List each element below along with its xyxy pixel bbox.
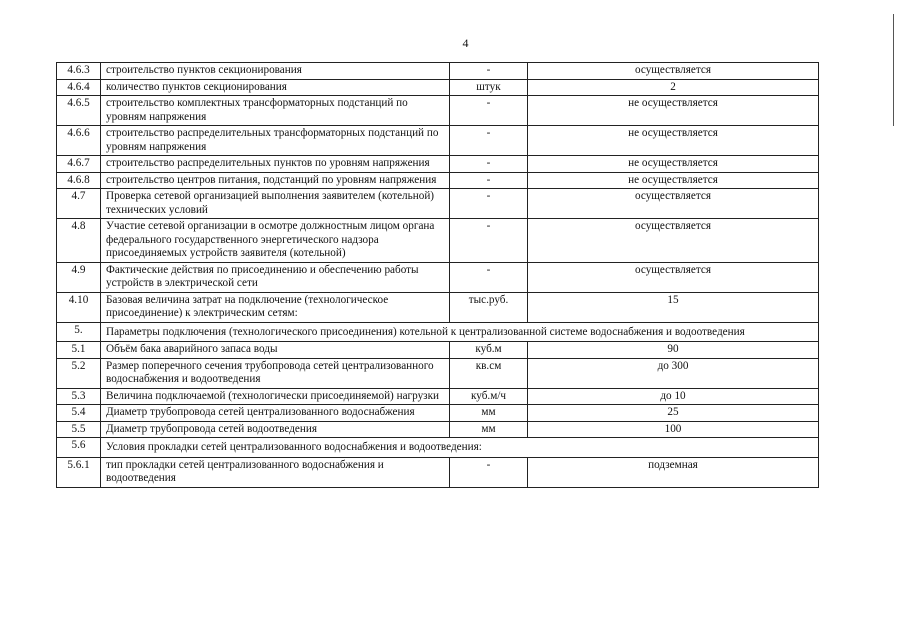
- row-description: Проверка сетевой организацией выполнения заявителем (котельной) технических условий: [101, 189, 450, 219]
- table-row: [57, 322, 819, 342]
- row-description: Диаметр трубопровода сетей централизованного водоснабжения: [101, 405, 450, 422]
- row-unit: тыс.руб.: [450, 292, 528, 322]
- row-value: 25: [528, 405, 819, 422]
- row-number: 4.6.6: [57, 126, 101, 156]
- row-value: до 300: [528, 358, 819, 388]
- row-value: не осуществляется: [528, 96, 819, 126]
- row-number: 5.3: [57, 388, 101, 405]
- table-row: [57, 292, 819, 322]
- row-description: Размер поперечного сечения трубопровода сетей централизованного водоснабжения и водоотведения: [101, 358, 450, 388]
- row-number: 4.6.7: [57, 156, 101, 173]
- row-description: строительство распределительных трансформаторных подстанций по уровням напряжения: [101, 126, 450, 156]
- table-row: [57, 405, 819, 422]
- row-description: строительство пунктов секционирования: [101, 63, 450, 80]
- row-description: Условия прокладки сетей централизованного водоснабжения и водоотведения:: [101, 438, 819, 458]
- row-number: 4.7: [57, 189, 101, 219]
- row-unit: -: [450, 219, 528, 263]
- row-unit: -: [450, 172, 528, 189]
- row-description: Участие сетевой организации в осмотре должностным лицом органа федерального государственного энергетического надзора присоединяемых устройств заявителя (котельной): [101, 219, 450, 263]
- row-unit: мм: [450, 405, 528, 422]
- row-number: 5.4: [57, 405, 101, 422]
- row-unit: куб.м/ч: [450, 388, 528, 405]
- row-value: 100: [528, 421, 819, 438]
- parameters-table: [56, 62, 819, 488]
- row-description: строительство комплектных трансформаторных подстанций по уровням напряжения: [101, 96, 450, 126]
- table-row: [57, 262, 819, 292]
- row-description: Величина подключаемой (технологически присоединяемой) нагрузки: [101, 388, 450, 405]
- row-unit: куб.м: [450, 342, 528, 359]
- row-number: 5.6: [57, 438, 101, 458]
- table-row: [57, 189, 819, 219]
- row-number: 4.10: [57, 292, 101, 322]
- row-number: 4.6.8: [57, 172, 101, 189]
- table-row: [57, 126, 819, 156]
- row-unit: -: [450, 63, 528, 80]
- row-number: 5.1: [57, 342, 101, 359]
- row-number: 5.: [57, 322, 101, 342]
- row-number: 4.6.5: [57, 96, 101, 126]
- row-unit: кв.см: [450, 358, 528, 388]
- row-value: 90: [528, 342, 819, 359]
- row-description: Параметры подключения (технологического присоединения) котельной к централизованной системе водоснабжения и водоотведения: [101, 322, 819, 342]
- table-row: [57, 342, 819, 359]
- row-description: Фактические действия по присоединению и обеспечению работы устройств в электрической сети: [101, 262, 450, 292]
- row-description: строительство центров питания, подстанций по уровням напряжения: [101, 172, 450, 189]
- table-row: [57, 63, 819, 80]
- page-number: 4: [462, 36, 469, 50]
- table-row: [57, 438, 819, 458]
- row-number: 4.6.3: [57, 63, 101, 80]
- table-row: [57, 457, 819, 487]
- row-number: 4.6.4: [57, 79, 101, 96]
- row-unit: -: [450, 457, 528, 487]
- row-value: подземная: [528, 457, 819, 487]
- row-description: Объём бака аварийного запаса воды: [101, 342, 450, 359]
- row-value: осуществляется: [528, 189, 819, 219]
- row-value: не осуществляется: [528, 126, 819, 156]
- row-value: осуществляется: [528, 262, 819, 292]
- table-row: [57, 96, 819, 126]
- row-unit: -: [450, 262, 528, 292]
- row-unit: -: [450, 126, 528, 156]
- row-value: не осуществляется: [528, 172, 819, 189]
- row-unit: -: [450, 189, 528, 219]
- row-value: 2: [528, 79, 819, 96]
- row-description: количество пунктов секционирования: [101, 79, 450, 96]
- row-value: 15: [528, 292, 819, 322]
- table-row: [57, 79, 819, 96]
- row-value: не осуществляется: [528, 156, 819, 173]
- table-row: [57, 388, 819, 405]
- margin-line: [893, 14, 894, 126]
- table-row: [57, 219, 819, 263]
- table-row: [57, 156, 819, 173]
- row-value: осуществляется: [528, 219, 819, 263]
- row-unit: -: [450, 156, 528, 173]
- row-value: осуществляется: [528, 63, 819, 80]
- row-number: 4.9: [57, 262, 101, 292]
- row-description: Диаметр трубопровода сетей водоотведения: [101, 421, 450, 438]
- row-unit: мм: [450, 421, 528, 438]
- row-number: 5.2: [57, 358, 101, 388]
- row-description: тип прокладки сетей централизованного водоснабжения и водоотведения: [101, 457, 450, 487]
- row-unit: штук: [450, 79, 528, 96]
- row-number: 5.5: [57, 421, 101, 438]
- row-number: 5.6.1: [57, 457, 101, 487]
- row-value: до 10: [528, 388, 819, 405]
- row-number: 4.8: [57, 219, 101, 263]
- table-row: [57, 172, 819, 189]
- table-row: [57, 421, 819, 438]
- table-row: [57, 358, 819, 388]
- row-description: Базовая величина затрат на подключение (технологическое присоединение) к электрическим сетям:: [101, 292, 450, 322]
- row-description: строительство распределительных пунктов по уровням напряжения: [101, 156, 450, 173]
- row-unit: -: [450, 96, 528, 126]
